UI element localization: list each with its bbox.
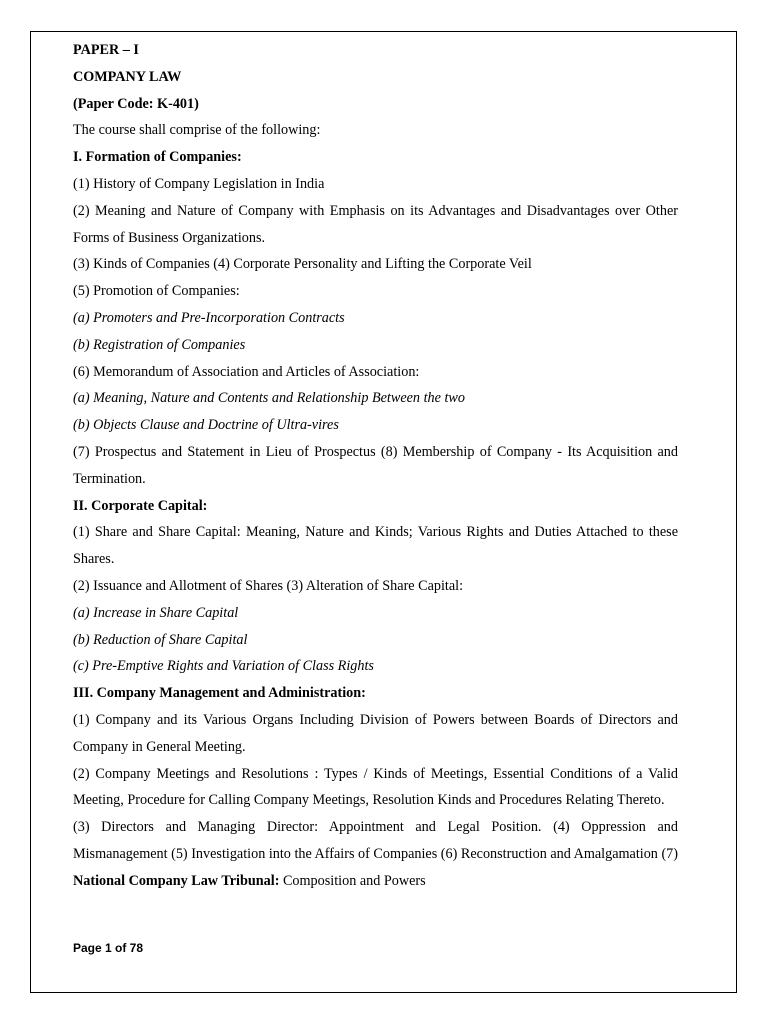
- item-nclt-bold: National Company Law Tribunal:: [73, 872, 280, 889]
- item-prospectus: (7) Prospectus and Statement in Lieu of Prospectus (8) Membership of Company - Its Acquisition and Termination.: [73, 443, 678, 487]
- paper-number: PAPER – I: [73, 42, 139, 58]
- intro-text: The course shall comprise of the following:: [73, 122, 321, 139]
- item-share-capital: (1) Share and Share Capital: Meaning, Nature and Kinds; Various Rights and Duties Attached to these Shares.: [73, 524, 678, 568]
- item-directors: [73, 814, 678, 894]
- item-promotion: (5) Promotion of Companies:: [73, 283, 240, 300]
- subitem-promoters: (a) Promoters and Pre-Incorporation Contracts: [73, 309, 345, 326]
- item-issuance: (2) Issuance and Allotment of Shares (3) Alteration of Share Capital:: [73, 577, 464, 594]
- item-meaning-nature: (2) Meaning and Nature of Company with Emphasis on its Advantages and Disadvantages over Other Forms of Business Organizations.: [73, 202, 678, 246]
- subitem-registration: (b) Registration of Companies: [73, 336, 246, 353]
- item-memorandum: (6) Memorandum of Association and Articles of Association:: [73, 363, 420, 380]
- item-organs: (1) Company and its Various Organs Including Division of Powers between Boards of Directors and Company in General Meeting.: [73, 711, 678, 755]
- page-number: Page 1 of 78: [73, 941, 144, 955]
- section-heading-capital: II. Corporate Capital:: [73, 497, 208, 514]
- item-directors-text: (3) Directors and Managing Director: Appointment and Legal Position. (4) Oppression and Mismanagement (5) Investigation into the Affairs of Companies (6) Reconstruction and Amalgamation (7): [73, 819, 678, 862]
- item-nclt-rest: Composition and Powers: [279, 872, 426, 889]
- subitem-meaning-contents: (a) Meaning, Nature and Contents and Relationship Between the two: [73, 390, 465, 407]
- subitem-objects-clause: (b) Objects Clause and Doctrine of Ultra-vires: [73, 417, 339, 434]
- item-kinds: (3) Kinds of Companies (4) Corporate Personality and Lifting the Corporate Veil: [73, 256, 532, 273]
- subitem-pre-emptive: (c) Pre-Emptive Rights and Variation of Class Rights: [73, 658, 374, 675]
- paper-code: (Paper Code: K-401): [73, 95, 199, 112]
- section-heading-management: III. Company Management and Administration:: [73, 685, 366, 702]
- subitem-increase: (a) Increase in Share Capital: [73, 604, 239, 621]
- item-meetings: (2) Company Meetings and Resolutions : Types / Kinds of Meetings, Essential Conditions of a Valid Meeting, Procedure for Calling Company Meetings, Resolution Kinds and Procedures Relating Thereto.: [73, 765, 678, 809]
- section-heading-formation: I. Formation of Companies:: [73, 149, 242, 166]
- subject-title: COMPANY LAW: [73, 68, 182, 85]
- document-body: [73, 37, 678, 895]
- subitem-reduction: (b) Reduction of Share Capital: [73, 631, 248, 648]
- item-history: (1) History of Company Legislation in India: [73, 175, 325, 192]
